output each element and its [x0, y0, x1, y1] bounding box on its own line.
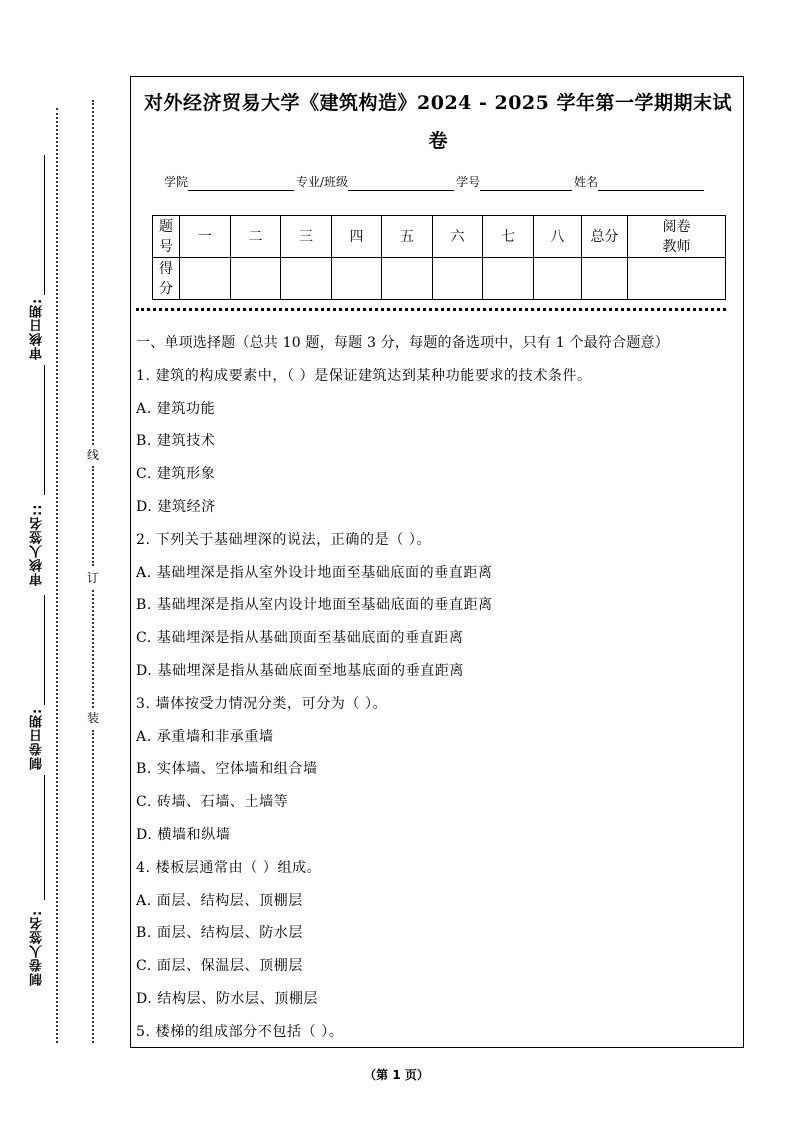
question-stem: 2. 下列关于基础埋深的说法，正确的是（ ）。 — [136, 531, 432, 548]
total-score-cell[interactable] — [582, 258, 628, 300]
answer-option: D. 建筑经济 — [136, 498, 216, 515]
score-cell[interactable] — [534, 258, 582, 300]
college-label: 学院 — [164, 175, 189, 189]
answer-option: A. 承重墙和非承重墙 — [136, 728, 274, 745]
question-stem: 5. 楼梯的组成部分不包括（ ）。 — [136, 1023, 344, 1040]
question-section — [136, 330, 736, 1052]
answer-option: C. 面层、保温层、顶棚层 — [136, 958, 303, 975]
name-blank[interactable] — [598, 174, 704, 191]
dotted-separator — [136, 308, 726, 311]
question-number-label: 题号 — [153, 216, 180, 258]
signature-line-2 — [44, 365, 45, 495]
answer-option: C. 基础埋深是指从基础顶面至基础底面的垂直距离 — [136, 630, 464, 647]
answer-option: D. 基础埋深是指从基础底面至地基底面的垂直距离 — [136, 662, 465, 679]
major-label: 专业/班级 — [296, 175, 349, 189]
score-cell[interactable] — [332, 258, 382, 300]
answer-option: B. 建筑技术 — [136, 433, 216, 450]
answer-option: D. 结构层、防水层、顶棚层 — [136, 990, 319, 1007]
college-blank[interactable] — [188, 174, 294, 191]
reviewer-signature-label: 审核人签名:: — [30, 503, 45, 587]
student-id-blank[interactable] — [480, 174, 572, 191]
signature-line-1 — [44, 155, 45, 295]
score-row-label: 得分 — [153, 258, 180, 300]
binding-char-line: 线 — [86, 448, 99, 462]
answer-option: B. 基础埋深是指从室内设计地面至基础底面的垂直距离 — [136, 597, 493, 614]
answer-option: C. 建筑形象 — [136, 466, 216, 483]
score-cell[interactable] — [483, 258, 534, 300]
binding-dotted-line-inner — [92, 466, 94, 566]
answer-option: C. 砖墙、石墙、土墙等 — [136, 794, 289, 811]
compiler-signature-label: 制卷人签名: — [30, 909, 45, 986]
binding-dotted-line-outer — [56, 108, 58, 1043]
score-col-header: 二 — [231, 216, 281, 258]
binding-dotted-line-inner — [92, 590, 94, 708]
score-col-header: 六 — [433, 216, 483, 258]
total-score-header: 总分 — [582, 216, 628, 258]
score-col-header: 三 — [281, 216, 332, 258]
score-col-header: 一 — [180, 216, 231, 258]
score-cell[interactable] — [180, 258, 231, 300]
answer-option: B. 实体墙、空体墙和组合墙 — [136, 761, 318, 778]
answer-option: A. 建筑功能 — [136, 400, 216, 417]
student-info-fields — [164, 173, 724, 191]
review-date-label: 审核日期: — [30, 297, 45, 360]
name-label: 姓名 — [574, 175, 599, 189]
major-blank[interactable] — [348, 174, 454, 191]
student-id-label: 学号 — [456, 175, 481, 189]
signature-line-4 — [44, 775, 45, 900]
score-col-header: 四 — [332, 216, 382, 258]
compile-date-label: 制卷日期: — [30, 707, 45, 770]
section-title: 一、单项选择题（总共 10 题，每题 3 分，每题的备选项中，只有 1 个最符合题意） — [136, 335, 669, 351]
score-cell[interactable] — [433, 258, 483, 300]
exam-title-continued: 卷 — [428, 130, 448, 152]
score-cell[interactable] — [231, 258, 281, 300]
binding-char-staple: 订 — [86, 571, 99, 585]
question-stem: 4. 楼板层通常由（ ）组成。 — [136, 859, 322, 876]
question-stem: 1. 建筑的构成要素中，（ ）是保证建筑达到某种功能要求的技术条件。 — [136, 367, 592, 384]
answer-option: A. 基础埋深是指从室外设计地面至基础底面的垂直距离 — [136, 564, 493, 581]
score-cell[interactable] — [281, 258, 332, 300]
question-stem: 3. 墙体按受力情况分类，可分为（ ）。 — [136, 695, 388, 712]
grader-header: 阅卷教师 — [628, 216, 726, 258]
page-number: （第 1 页） — [364, 1068, 429, 1082]
binding-dotted-line-inner — [92, 100, 94, 445]
answer-option: B. 面层、结构层、防水层 — [136, 925, 303, 942]
binding-dotted-line-inner — [92, 730, 94, 1043]
answer-option: A. 面层、结构层、顶棚层 — [136, 892, 303, 909]
signature-line-3 — [44, 595, 45, 705]
exam-title: 对外经济贸易大学《建筑构造》2024 - 2025 学年第一学期期末试 — [144, 92, 732, 114]
answer-option: D. 横墙和纵墙 — [136, 826, 231, 843]
score-table — [152, 215, 726, 300]
score-cell[interactable] — [382, 258, 433, 300]
grader-cell[interactable] — [628, 258, 726, 300]
binding-char-bind: 装 — [86, 711, 99, 725]
score-col-header: 五 — [382, 216, 433, 258]
score-col-header: 八 — [534, 216, 582, 258]
score-col-header: 七 — [483, 216, 534, 258]
